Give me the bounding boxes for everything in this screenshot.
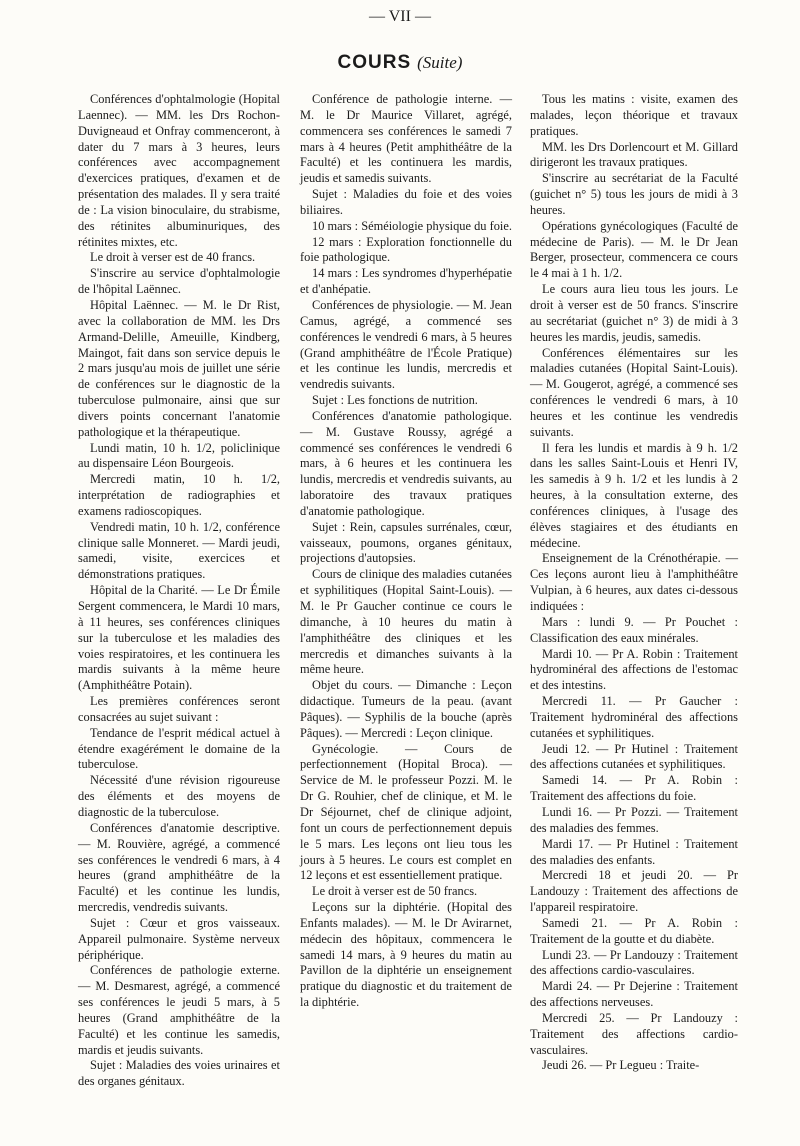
paragraph: Conférence de pathologie interne. — M. le Dr Maurice Villaret, agrégé, commencera ses conférences le samedi 7 mars à 4 heures (Petit amphithéâtre de la Faculté) et les continuera les mardis, jeudis et samedis suivants. [300, 92, 512, 186]
paragraph: Conférences de pathologie externe. — M. Desmarest, agrégé, a commencé ses conférences le jeudi 5 mars, à 5 heures (Grand amphithéâtre de la Faculté) et les continue les samedis, mardis et jeudis suivants. [78, 963, 280, 1057]
paragraph: 14 mars : Les syndromes d'hyperhépatie et d'anhépatie. [300, 266, 512, 297]
paragraph: Le cours aura lieu tous les jours. Le droit à verser est de 50 francs. S'inscrire au secrétariat (guichet n° 3) de midi à 3 heures les mardis, jeudis, samedis. [530, 282, 738, 344]
page-number: — VII — [369, 8, 431, 25]
paragraph: Hôpital Laënnec. — M. le Dr Rist, avec la collaboration de MM. les Drs Armand-Delille, Ameuille, Kindberg, Maingot, fait dans son service depuis le 2 mars jusqu'au mois de juillet une série de conférences sur le diagnostic de la tuberculose pulmonaire, ainsi que sur divers points concernant l'anatomie pathologique et la thérapeutique. [78, 297, 280, 439]
paragraph: Sujet : Maladies des voies urinaires et des organes génitaux. [78, 1058, 280, 1089]
paragraph: Conférences d'anatomie pathologique. — M. Gustave Roussy, agrégé a commencé ses conférences le vendredi 6 mars, à 6 heures et les continuera les lundis, mercredis et vendredis suivants, au laboratoire des travaux pratiques d'anatomie pathologique. [300, 408, 512, 518]
paragraph: Mercredi 18 et jeudi 20. — Pr Landouzy : Traitement des affections de l'appareil respiratoire. [530, 868, 738, 915]
paragraph: Mercredi 11. — Pr Gaucher : Traitement hydrominéral des affections cutanées et syphilitiques. [530, 694, 738, 740]
text-column-1 [78, 92, 280, 1090]
paragraph: Samedi 21. — Pr A. Robin : Traitement de la goutte et du diabète. [530, 915, 738, 946]
paragraph: Jeudi 12. — Pr Hutinel : Traitement des affections cutanées et syphilitiques. [530, 741, 738, 772]
paragraph: Enseignement de la Crénothérapie. — Ces leçons auront lieu à l'amphithéâtre Vulpian, à 6 heures, aux dates ci-dessous indiquées : [530, 551, 738, 613]
text-column-3 [530, 92, 738, 1074]
paragraph: Objet du cours. — Dimanche : Leçon didactique. Tumeurs de la peau. (avant Pâques). — Syphilis de la bouche (après Pâques). — Mercredi : Leçon clinique. [300, 678, 512, 740]
paragraph: Sujet : Les fonctions de nutrition. [312, 393, 478, 408]
paragraph: Mardi 17. — Pr Hutinel : Traitement des maladies des enfants. [530, 836, 738, 867]
paragraph: MM. les Drs Dorlencourt et M. Gillard dirigeront les travaux pratiques. [530, 139, 738, 170]
paragraph: Les premières conférences seront consacrées au sujet suivant : [78, 694, 280, 724]
paragraph: Jeudi 26. — Pr Legueu : Traite- [542, 1058, 700, 1073]
paragraph: Samedi 14. — Pr A. Robin : Traitement des affections du foie. [530, 773, 738, 804]
paragraph: Lundi 16. — Pr Pozzi. — Traitement des maladies des femmes. [530, 804, 738, 835]
paragraph: Vendredi matin, 10 h. 1/2, conférence clinique salle Monneret. — Mardi jeudi, samedi, visite, exercices et démonstrations pratiques. [78, 519, 280, 582]
paragraph: Conférences d'anatomie descriptive. — M. Rouvière, agrégé, a commencé ses conférences le vendredi 6 mars, à 4 heures (grand amphithéâtre de la Faculté) et les continue les lundis, mercredis, vendredis suivants. [78, 820, 280, 915]
paragraph: Mercredi 25. — Pr Landouzy : Traitement des affections cardio-vasculaires. [530, 1010, 738, 1057]
paragraph: Sujet : Rein, capsules surrénales, cœur, vaisseaux, poumons, organes génitaux, projections d'autopsies. [300, 519, 512, 566]
paragraph: Leçons sur la diphtérie. (Hopital des Enfants malades). — M. le Dr Avirагnet, médecin des hôpitaux, commencera le samedi 14 mars, à 9 heures du matin au Pavillon de la diphtérie un enseignement pratique du diagnostic et du traitement de la diphtérie. [300, 900, 512, 1010]
paragraph: Mercredi matin, 10 h. 1/2, interprétation de radiographies et examens radioscopiques. [78, 472, 280, 518]
paragraph: Mardi 24. — Pr Dejerine : Traitement des affections nerveuses. [530, 979, 738, 1010]
paragraph: Nécessité d'une révision rigoureuse des éléments et des moyens de diagnostic de la tuberculose. [78, 773, 280, 819]
paragraph: Le droit à verser est de 50 francs. [312, 884, 478, 899]
paragraph: Conférences de physiologie. — M. Jean Camus, agrégé, a commencé ses conférences le vendredi 6 mars, à 5 heures (Grand amphithéâtre de l'École Pratique) et les continue les lundis, mercredis et vendredis suivants. [300, 297, 512, 392]
paragraph: Sujet : Maladies du foie et des voies biliaires. [300, 187, 512, 217]
paragraph: Tous les matins : visite, examen des malades, leçon théorique et travaux pratiques. [530, 92, 738, 138]
paragraph: Mars : lundi 9. — Pr Pouchet : Classification des eaux minérales. [530, 614, 738, 645]
paragraph: Gynécologie. — Cours de perfectionnement (Hopital Broca). — Service de M. le professeur Pozzi. M. le Dr G. Rouhier, chef de clinique, et M. le Dr Séjournet, chef de clinique adjoint, font un cours de perfectionnement depuis le 5 mars. Les leçons ont lieu tous les jours à 5 heures. Le cours est complet en 12 leçons et est essentiellement pratique. [300, 741, 512, 883]
paragraph: Lundi 23. — Pr Landouzy : Traitement des affections cardio-vasculaires. [530, 947, 738, 978]
paragraph: Conférences d'ophtalmologie (Hopital Laennec). — MM. les Drs Rochon-Duvigneaud et Onfray commenceront, à dater du 7 mars à 3 heures, leurs conférences avec accompagnement d'exercices pratiques, d'examen et de présentation des malades. Il y sera traité de : La vision binoculaire, du strabisme, des rétinites albuminuriques, des rétinites mixtes, etc. [78, 92, 280, 249]
paragraph: Mardi 10. — Pr A. Robin : Traitement hydrominéral des affections de l'estomac et des intestins. [530, 646, 738, 693]
text-column-2 [300, 92, 512, 1011]
paragraph: Lundi matin, 10 h. 1/2, policlinique au dispensaire Léon Bourgeois. [78, 440, 280, 471]
paragraph: Sujet : Cœur et gros vaisseaux. Appareil pulmonaire. Système nerveux périphérique. [78, 915, 280, 962]
paragraph: 12 mars : Exploration fonctionnelle du foie pathologique. [300, 234, 512, 265]
paragraph: Il fera les lundis et mardis à 9 h. 1/2 dans les salles Saint-Louis et Henri IV, les samedis à 9 h. 1/2 et les lundis à 2 heures, à la consultation externe, des conférences cliniques, à l'usage des élèves stagiaires et des étudiants en médecine. [530, 440, 738, 550]
paragraph: Cours de clinique des maladies cutanées et syphilitiques (Hopital Saint-Louis). — M. le Pr Gaucher continue ce cours le dimanche, à 10 heures du matin à l'amphithéâtre des cliniques et les mercredis et dimanches suivants à la même heure. [300, 567, 512, 677]
paragraph: Tendance de l'esprit médical actuel à étendre exagérément le domaine de la tuberculose. [78, 725, 280, 772]
paragraph: Opérations gynécologiques (Faculté de médecine de Paris). — M. le Dr Jean Berger, prosecteur, commencera ce cours le 4 mai à 1 h. 1/2. [530, 218, 738, 281]
paragraph: Le droit à verser est de 40 francs. [90, 250, 256, 265]
page-subtitle: (Suite) [417, 53, 463, 72]
page-title: COURS [337, 52, 412, 73]
page-heading [0, 52, 800, 74]
paragraph: S'inscrire au secrétariat de la Faculté (guichet n° 5) tous les jours de midi à 3 heures. [530, 171, 738, 217]
paragraph: S'inscrire au service d'ophtalmologie de l'hôpital Laënnec. [78, 266, 280, 297]
paragraph: Conférences élémentaires sur les maladies cutanées (Hopital Saint-Louis). — M. Gougerot, agrégé, a commencé ses conférences le vendredi 6 mars, à 10 heures et les continue les vendredis suivants. [530, 345, 738, 439]
paragraph: 10 mars : Séméiologie physique du foie. [312, 218, 512, 233]
paragraph: Hôpital de la Charité. — Le Dr Émile Sergent commencera, le Mardi 10 mars, à 11 heures, ses conférences cliniques sur la tuberculose et les maladies des voies respiratoires, et les continuera les mardis suivants à la même heure (Amphithéâtre Potain). [78, 583, 280, 693]
